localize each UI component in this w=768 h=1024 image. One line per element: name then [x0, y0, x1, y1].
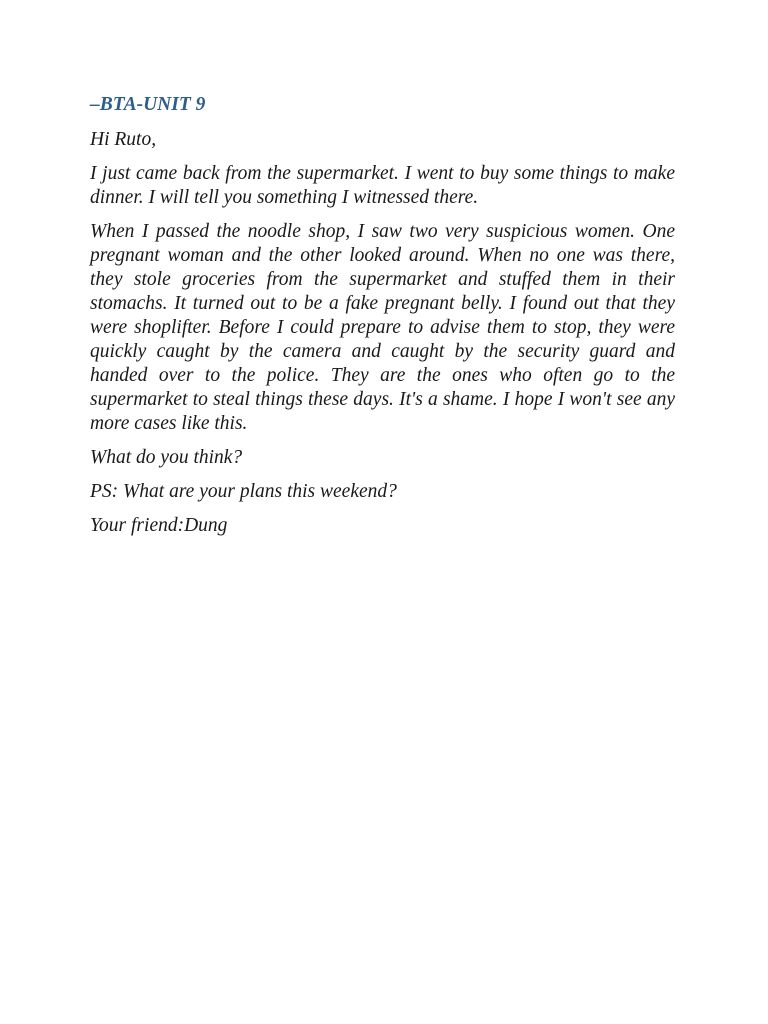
letter-question: What do you think?: [90, 447, 243, 468]
letter-paragraph-story: When I passed the noodle shop, I saw two very suspicious women. One pregnant woman and the other looked around. When no one was there, they stole groceries from the supermarket and stuffed them in their stomachs. It turned out to be a fake pregnant belly. I found out that they were shoplifter. Before I could prepare to advise them to stop, they were quickly caught by the camera and caught by the security guard and handed over to the police. They are the ones who often go to the supermarket to steal things these days. It's a shame. I hope I won't see any more cases like this.: [90, 221, 675, 434]
letter-greeting: Hi Ruto,: [90, 129, 157, 150]
letter-postscript: PS: What are your plans this weekend?: [90, 481, 397, 502]
document-heading: –BTA-UNIT 9: [90, 94, 206, 115]
document-body: [90, 92, 675, 548]
letter-paragraph-intro: I just came back from the supermarket. I went to buy some things to make dinner. I will tell you something I witnessed there.: [90, 163, 675, 208]
letter-signoff: Your friend:Dung: [90, 515, 228, 536]
